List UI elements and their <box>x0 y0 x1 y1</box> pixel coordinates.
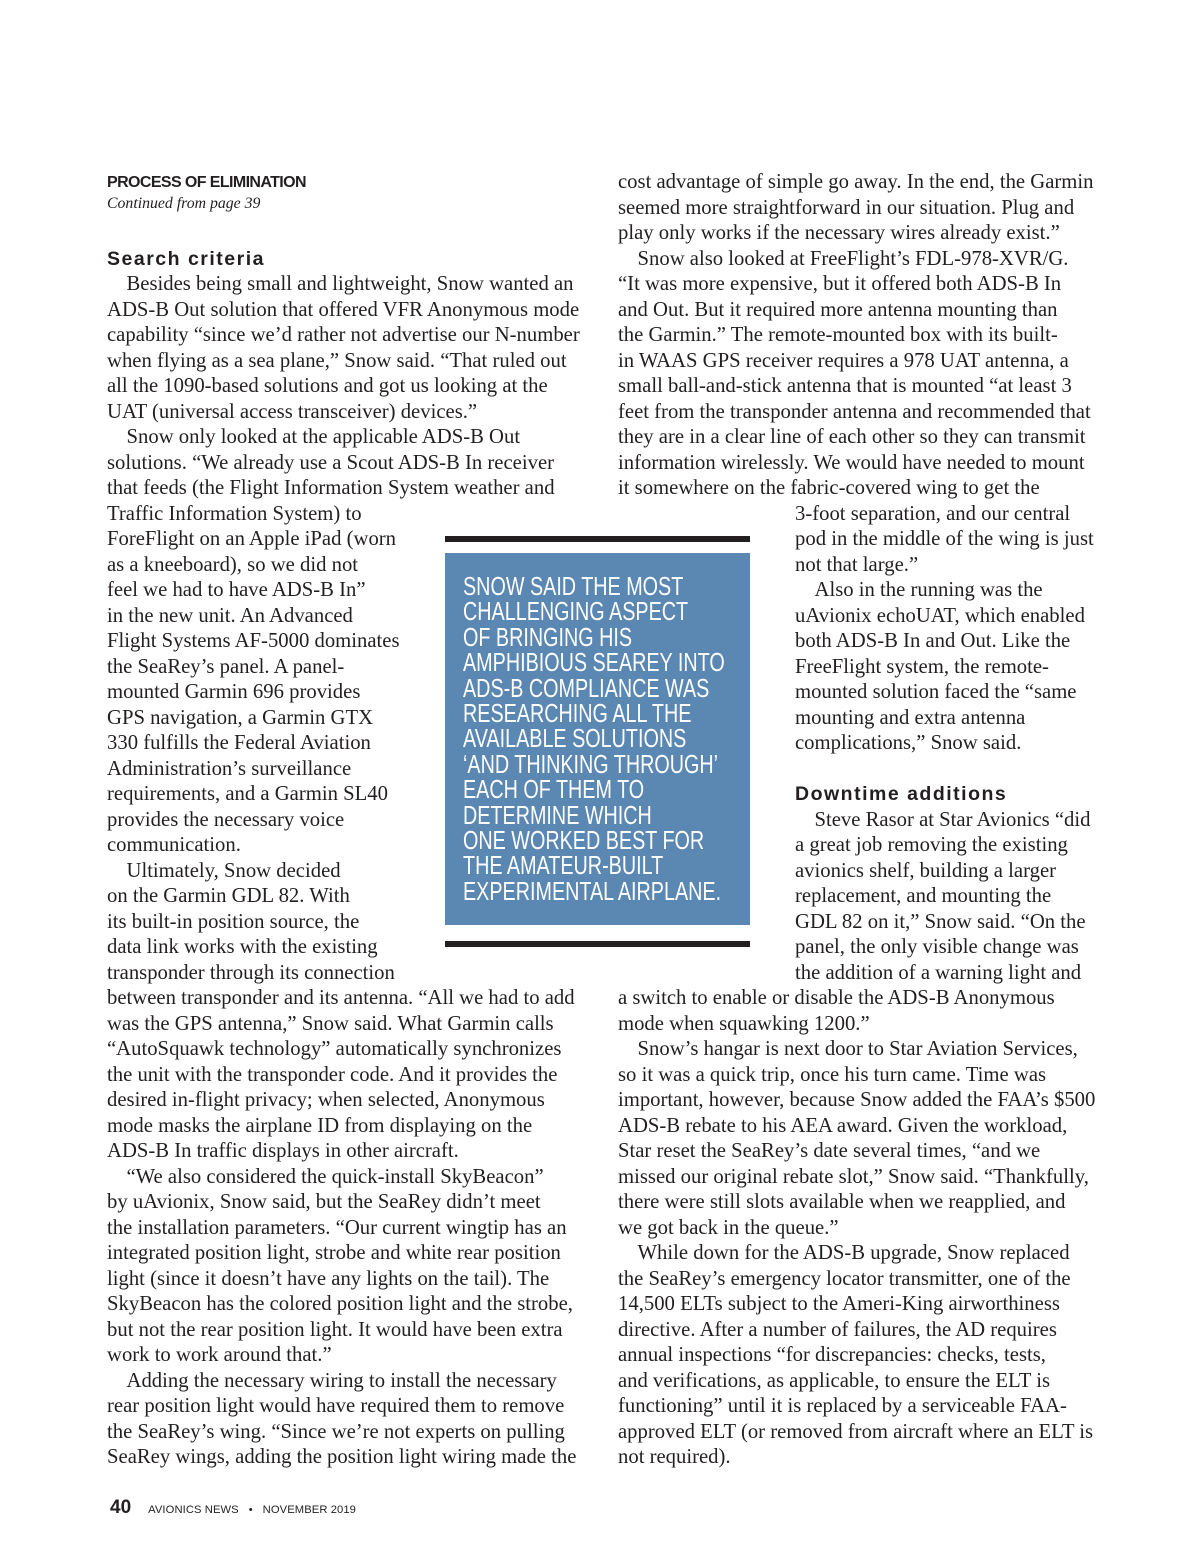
text-line: FreeFlight system, the remote- <box>795 655 1049 678</box>
text-line: and Out. But it required more antenna mounting than <box>618 298 1058 321</box>
text-line: SeaRey wings, adding the position light wiring made the <box>107 1446 577 1468</box>
pull-quote-text <box>463 571 744 906</box>
text-line: that feeds (the Flight Information System weather and <box>107 477 555 499</box>
text-line: “It was more expensive, but it offered both ADS-B In <box>618 273 1062 295</box>
text-line: important, however, because Snow added the FAA’s $500 <box>618 1089 1096 1111</box>
text-line: Snow also looked at FreeFlight’s FDL-978-XVR/G. <box>637 247 1069 270</box>
text-line: they are in a clear line of each other so they can transmit <box>618 426 1086 448</box>
text-line: ADS-B rebate to his AEA award. Given the workload, <box>618 1114 1068 1137</box>
text-line: work to work around that.” <box>107 1344 332 1366</box>
pull-quote-line: AVAILABLE SOLUTIONS <box>463 723 687 754</box>
text-line: Adding the necessary wiring to install the necessary <box>126 1369 557 1392</box>
text-line: when flying as a sea plane,” Snow said. “That ruled out <box>107 349 567 372</box>
text-line: Besides being small and lightweight, Snow wanted an <box>126 273 574 295</box>
text-line: avionics shelf, building a larger <box>795 859 1057 882</box>
text-line: 330 fulfills the Federal Aviation <box>107 732 371 754</box>
text-line: a great job removing the existing <box>795 834 1068 856</box>
pull-quote-bottom-rule <box>445 941 750 947</box>
issue-date: NOVEMBER 2019 <box>262 1504 356 1516</box>
pull-quote-line: ADS-B COMPLIANCE WAS <box>463 672 710 703</box>
text-line: Star reset the SeaRey’s date several times, “and we <box>618 1140 1041 1162</box>
text-line: ADS-B In traffic displays in other aircraft. <box>107 1140 459 1162</box>
text-line: was the GPS antenna,” Snow said. What Garmin calls <box>107 1012 554 1035</box>
pull-quote-line: EACH OF THEM TO <box>463 774 645 805</box>
text-line: seemed more straightforward in our situation. Plug and <box>618 196 1075 219</box>
text-line: Also in the running was the <box>814 579 1043 601</box>
pull-quote-box <box>445 553 750 925</box>
pull-quote-line: SNOW SAID THE MOST <box>463 571 684 601</box>
footer-separator: • <box>248 1504 253 1516</box>
publication-name: AVIONICS NEWS <box>148 1504 239 1516</box>
section-heading: Search criteria <box>107 247 266 270</box>
page-number: 40 <box>110 1497 132 1518</box>
text-line: uAvionix echoUAT, which enabled <box>795 604 1085 627</box>
text-line: on the Garmin GDL 82. With <box>107 885 350 907</box>
text-line: Snow’s hangar is next door to Star Aviation Services, <box>637 1038 1078 1060</box>
text-line: mode masks the airplane ID from displaying on the <box>107 1114 533 1137</box>
pull-quote-line: OF BRINGING HIS <box>463 621 633 652</box>
text-line: requirements, and a Garmin SL40 <box>107 783 388 805</box>
text-line: pod in the middle of the wing is just <box>795 528 1094 550</box>
text-line: but not the rear position light. It would have been extra <box>107 1318 563 1341</box>
text-line: ADS-B Out solution that offered VFR Anonymous mode <box>107 298 580 321</box>
text-line: all the 1090-based solutions and got us looking at the <box>107 375 548 397</box>
text-line: solutions. “We already use a Scout ADS-B In receiver <box>107 451 555 474</box>
text-line: by uAvionix, Snow said, but the SeaRey didn’t meet <box>107 1191 541 1213</box>
text-line: data link works with the existing <box>107 936 378 958</box>
text-line: complications,” Snow said. <box>795 732 1022 754</box>
text-line: in the new unit. An Advanced <box>107 604 353 627</box>
pull-quote-line: CHALLENGING ASPECT <box>463 596 689 627</box>
text-line: rear position light would have required them to remove <box>107 1395 565 1417</box>
pull-quote-line: EXPERIMENTAL AIRPLANE. <box>463 875 722 906</box>
text-line: there were still slots available when we reapplied, and <box>618 1191 1066 1213</box>
pull-quote-line: AMPHIBIOUS SEAREY INTO <box>463 647 725 678</box>
text-line: UAT (universal access transceiver) devices.” <box>107 400 478 423</box>
text-line: information wirelessly. We would have needed to mount <box>618 451 1085 474</box>
pull-quote-line: ONE WORKED BEST FOR <box>463 824 705 855</box>
text-line: mounting and extra antenna <box>795 706 1026 729</box>
text-line: mode when squawking 1200.” <box>618 1012 870 1035</box>
text-line: a switch to enable or disable the ADS-B Anonymous <box>618 987 1055 1009</box>
text-line: transponder through its connection <box>107 961 395 984</box>
text-line: Flight Systems AF-5000 dominates <box>107 630 400 652</box>
text-line: GDL 82 on it,” Snow said. “On the <box>795 910 1086 933</box>
text-line: 14,500 ELTs subject to the Ameri-King airworthiness <box>618 1293 1060 1315</box>
text-line: the installation parameters. “Our current wingtip has an <box>107 1216 567 1239</box>
text-line: mounted solution faced the “same <box>795 681 1077 703</box>
text-line: panel, the only visible change was <box>795 936 1079 958</box>
text-line: Snow only looked at the applicable ADS-B Out <box>126 426 521 448</box>
pull-quote-line: RESEARCHING ALL THE <box>463 697 692 728</box>
text-line: SkyBeacon has the colored position light and the strobe, <box>107 1293 573 1315</box>
section-kicker: PROCESS OF ELIMINATION <box>107 174 306 191</box>
text-line: directive. After a number of failures, the AD requires <box>618 1318 1057 1341</box>
pull-quote-line: ‘AND THINKING THROUGH’ <box>463 748 719 779</box>
text-line: the SeaRey’s wing. “Since we’re not experts on pulling <box>107 1420 565 1443</box>
text-line: 3-foot separation, and our central <box>795 502 1071 525</box>
text-line: light (since it doesn’t have any lights on the tail). The <box>107 1267 550 1290</box>
text-line: provides the necessary voice <box>107 808 345 831</box>
text-line: missed our original rebate slot,” Snow said. “Thankfully, <box>618 1165 1089 1188</box>
continued-note: Continued from page 39 <box>107 194 261 212</box>
text-line: ForeFlight on an Apple iPad (worn <box>107 528 397 550</box>
text-line: capability “since we’d rather not advertise our N-number <box>107 324 580 346</box>
text-line: the Garmin.” The remote-mounted box with its built- <box>618 324 1058 346</box>
pull-quote-line: THE AMATEUR-BUILT <box>463 850 664 881</box>
pull-quote-line: DETERMINE WHICH <box>463 799 652 830</box>
text-line: small ball-and-stick antenna that is mounted “at least 3 <box>618 375 1072 397</box>
text-line: it somewhere on the fabric-covered wing to get the <box>618 477 1040 499</box>
text-line: as a kneeboard), so we did not <box>107 553 359 576</box>
text-line: and verifications, as applicable, to ensure the ELT is <box>618 1369 1051 1392</box>
text-line: annual inspections “for discrepancies: checks, tests, <box>618 1344 1046 1366</box>
text-line: the SeaRey’s emergency locator transmitter, one of the <box>618 1267 1071 1290</box>
text-line: so it was a quick trip, once his turn came. Time was <box>618 1063 1047 1086</box>
page-footer <box>110 1497 356 1521</box>
text-line: functioning” until it is replaced by a serviceable FAA- <box>618 1395 1067 1417</box>
text-line: between transponder and its antenna. “All we had to add <box>107 987 575 1009</box>
text-line: the SeaRey’s panel. A panel- <box>107 655 345 678</box>
text-line: “AutoSquawk technology” automatically synchronizes <box>107 1038 562 1060</box>
text-line: not that large.” <box>795 553 919 576</box>
text-line: feel we had to have ADS-B In” <box>107 579 366 601</box>
text-line: desired in-flight privacy; when selected, Anonymous <box>107 1089 545 1111</box>
text-line: not required). <box>618 1446 731 1468</box>
text-line: mounted Garmin 696 provides <box>107 681 361 703</box>
text-line: in WAAS GPS receiver requires a 978 UAT antenna, a <box>618 349 1069 372</box>
section-heading: Downtime additions <box>795 783 1008 805</box>
text-line: integrated position light, strobe and white rear position <box>107 1242 561 1264</box>
text-line: “We also considered the quick-install SkyBeacon” <box>126 1165 544 1188</box>
text-line: Administration’s surveillance <box>107 757 352 780</box>
text-line: cost advantage of simple go away. In the end, the Garmin <box>618 171 1094 193</box>
text-line: communication. <box>107 834 241 856</box>
text-line: its built-in position source, the <box>107 910 360 933</box>
text-line: both ADS-B In and Out. Like the <box>795 630 1071 652</box>
text-line: Traffic Information System) to <box>107 502 362 525</box>
text-line: play only works if the necessary wires already exist.” <box>618 222 1060 244</box>
text-line: replacement, and mounting the <box>795 885 1052 907</box>
text-line: approved ELT (or removed from aircraft where an ELT is <box>618 1420 1094 1443</box>
text-line: feet from the transponder antenna and recommended that <box>618 400 1091 423</box>
text-line: While down for the ADS-B upgrade, Snow replaced <box>637 1242 1070 1264</box>
text-line: the addition of a warning light and <box>795 961 1082 984</box>
pull-quote-top-rule <box>445 536 750 542</box>
text-line: we got back in the queue.” <box>618 1216 839 1239</box>
text-line: GPS navigation, a Garmin GTX <box>107 706 374 729</box>
text-line: Ultimately, Snow decided <box>126 859 341 882</box>
text-line: Steve Rasor at Star Avionics “did <box>814 808 1091 831</box>
text-line: the unit with the transponder code. And it provides the <box>107 1063 558 1086</box>
